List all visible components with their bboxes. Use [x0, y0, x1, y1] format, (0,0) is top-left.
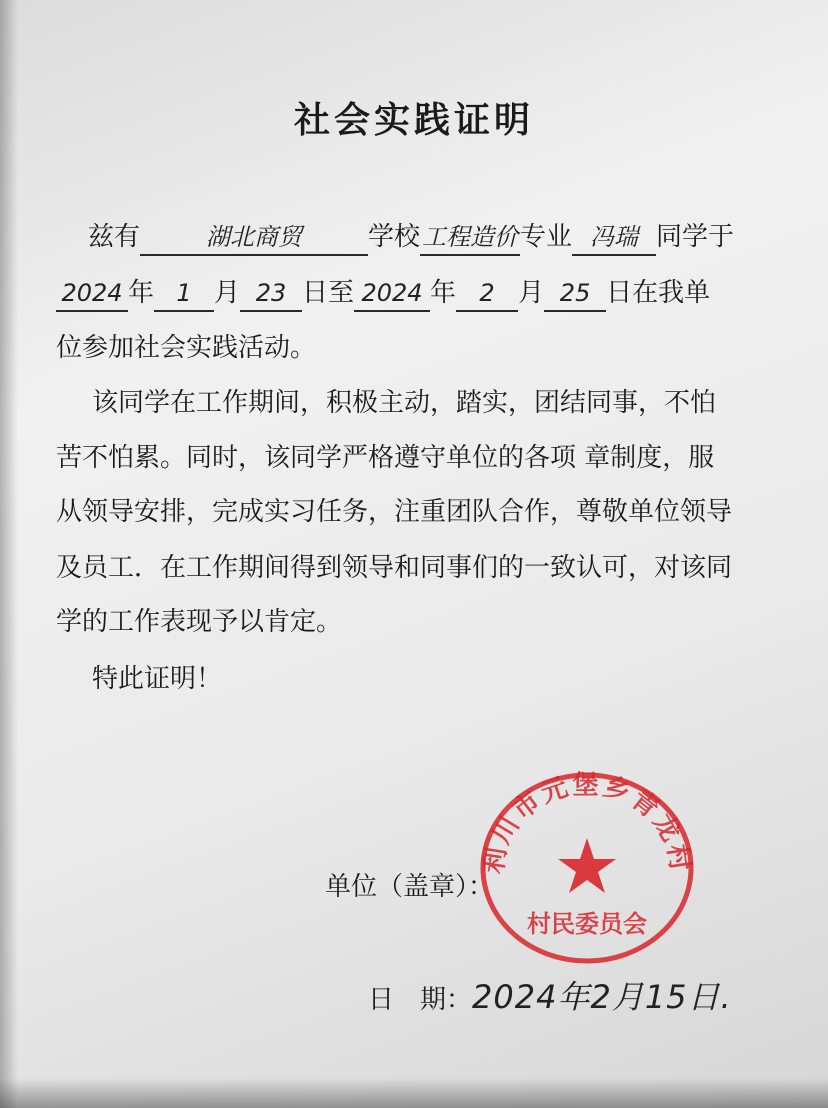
name-field: 冯瑞: [572, 220, 656, 256]
start-year-label: 年: [128, 278, 155, 308]
page-shadow-left: [0, 0, 18, 1108]
closing-text: 特此证明！: [92, 664, 223, 694]
date-value: 2024年2月15日.: [472, 978, 732, 1016]
end-month-field: 2: [456, 276, 518, 312]
start-month-label: 月: [214, 278, 241, 308]
lead-text: 兹有: [88, 222, 141, 252]
para2-line5: 学的工作表现予以肯定。: [56, 607, 343, 637]
para1-line3: 位参加社会实践活动。: [56, 333, 317, 363]
start-year-field: 2024: [56, 276, 128, 312]
para2-line3: 从领导安排，完成实习任务，注重团队合作，尊敬单位领导: [56, 497, 733, 527]
para1-line1: [88, 217, 808, 257]
para2-line1: 该同学在工作期间，积极主动，踏实，团结同事，不怕: [92, 388, 717, 418]
seal-star-icon: [558, 838, 616, 893]
school-field: 湖北商贸: [140, 220, 368, 256]
date-label: 日 期：: [368, 985, 473, 1015]
end-month-label: 月: [518, 278, 545, 308]
date-line: [368, 972, 732, 1018]
end-year-label: 年: [430, 278, 457, 308]
name-label: 同学于: [656, 222, 735, 252]
start-day-field: 23: [240, 276, 302, 312]
page-shadow-bottom: [0, 1078, 828, 1108]
day-to-label: 日至: [302, 278, 355, 308]
end-day-field: 25: [544, 276, 606, 312]
para2-line4: 及员工．在工作期间得到领导和同事们的一致认可，对该同: [56, 553, 733, 583]
school-label: 学校: [368, 222, 421, 252]
official-seal: [478, 770, 696, 966]
para1-line2: [56, 273, 776, 313]
seal-bottom-text: 村民委员会: [527, 910, 647, 938]
document-title: 社会实践证明: [293, 100, 534, 141]
major-field: 工程造价: [420, 220, 520, 256]
unit-seal-label: 单位（盖章）：: [325, 872, 495, 902]
start-month-field: 1: [154, 276, 214, 312]
para2-line2: 苦不怕累。同时，该同学严格遵守单位的各项 章制度，服: [56, 443, 715, 473]
end-year-field: 2024: [354, 276, 430, 312]
day-tail-text: 日在我单: [606, 278, 711, 308]
seal-arc-text: 利川市元堡乡青龙村: [478, 770, 696, 876]
major-label: 专业: [520, 222, 573, 252]
